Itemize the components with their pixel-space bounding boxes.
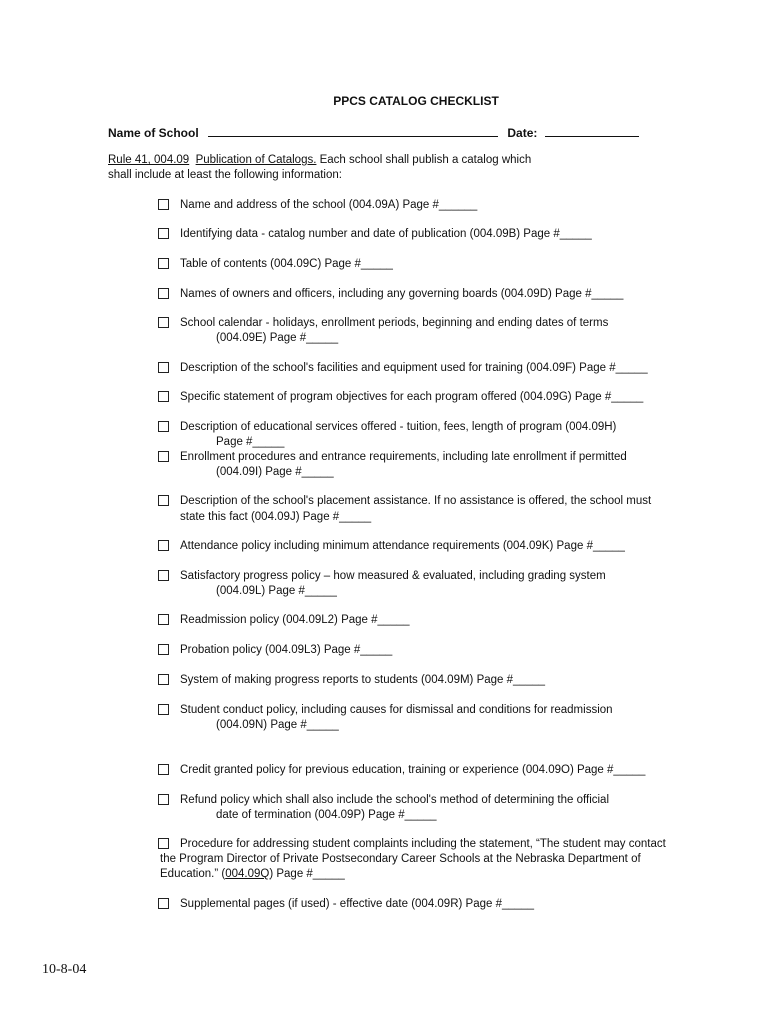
item-l2-text: Readmission policy (004.09L2) Page #_____ <box>180 614 410 626</box>
checkbox-item-q[interactable] <box>158 838 169 849</box>
item-i-text: Enrollment procedures and entrance requirements, including late enrollment if permitted <box>180 451 627 463</box>
date-label: Date: <box>507 126 538 140</box>
checkbox-item-g[interactable] <box>158 391 169 402</box>
item-f-text: Description of the school's facilities and equipment used for training (004.09F) Page #_____ <box>180 362 648 374</box>
item-p-text: Refund policy which shall also include the school's method of determining the official <box>180 794 610 806</box>
item-q-text-cont-2: Education.” (004.09Q) Page #_____ <box>160 868 345 880</box>
item-j-text: Description of the school's placement assistance. If no assistance is offered, the school must <box>180 495 652 507</box>
checkbox-item-i[interactable] <box>158 451 169 462</box>
item-d-text: Names of owners and officers, including any governing boards (004.09D) Page #_____ <box>180 288 624 300</box>
item-e-text: School calendar - holidays, enrollment periods, beginning and ending dates of terms <box>180 317 609 329</box>
item-g-text: Specific statement of program objectives for each program offered (004.09G) Page #_____ <box>180 391 644 403</box>
item-q-text-cont: the Program Director of Private Postsecondary Career Schools at the Nebraska Department of <box>160 853 641 865</box>
item-q-text: Procedure for addressing student complaints including the statement, “The student may contact <box>180 838 666 850</box>
school-info-header <box>108 125 639 141</box>
item-b-text: Identifying data - catalog number and date of publication (004.09B) Page #_____ <box>180 228 592 240</box>
rule-heading: Publication of Catalogs. <box>195 154 317 166</box>
item-h-text: Description of educational services offered - tuition, fees, length of program (004.09H) <box>180 421 617 433</box>
checkbox-item-e[interactable] <box>158 317 169 328</box>
checkbox-item-j[interactable] <box>158 495 169 506</box>
checkbox-item-f[interactable] <box>158 362 169 373</box>
checkbox-item-p[interactable] <box>158 794 169 805</box>
item-e-text-cont: (004.09E) Page #_____ <box>216 332 339 344</box>
page-title: PPCS CATALOG CHECKLIST <box>333 94 499 108</box>
item-l-text: Satisfactory progress policy – how measured & evaluated, including grading system <box>180 570 606 582</box>
item-j-text-cont: state this fact (004.09J) Page #_____ <box>180 511 372 523</box>
item-o-text: Credit granted policy for previous education, training or experience (004.09O) Page #_____ <box>180 764 646 776</box>
checkbox-item-m[interactable] <box>158 674 169 685</box>
item-m-text: System of making progress reports to students (004.09M) Page #_____ <box>180 674 546 686</box>
checkbox-item-a[interactable] <box>158 199 169 210</box>
item-l-text-cont: (004.09L) Page #_____ <box>216 585 337 597</box>
date-field[interactable] <box>545 125 639 137</box>
checkbox-item-r[interactable] <box>158 898 169 909</box>
checkbox-item-o[interactable] <box>158 764 169 775</box>
item-p-text-cont: date of termination (004.09P) Page #_____ <box>216 809 437 821</box>
checkbox-item-k[interactable] <box>158 540 169 551</box>
rule-intro <box>108 153 531 183</box>
item-i-text-cont: (004.09I) Page #_____ <box>216 466 334 478</box>
checkbox-item-c[interactable] <box>158 258 169 269</box>
rule-reference: Rule 41, 004.09 <box>108 154 190 166</box>
item-c-text: Table of contents (004.09C) Page #_____ <box>180 258 393 270</box>
item-a-text: Name and address of the school (004.09A) Page #______ <box>180 199 478 211</box>
item-n-text-cont: (004.09N) Page #_____ <box>216 719 339 731</box>
item-k-text: Attendance policy including minimum attendance requirements (004.09K) Page #_____ <box>180 540 625 552</box>
checkbox-item-l3[interactable] <box>158 644 169 655</box>
item-n-text: Student conduct policy, including causes for dismissal and conditions for readmission <box>180 704 613 716</box>
checkbox-item-l[interactable] <box>158 570 169 581</box>
name-of-school-label: Name of School <box>108 126 199 140</box>
school-name-field[interactable] <box>208 125 498 137</box>
checkbox-item-l2[interactable] <box>158 614 169 625</box>
item-h-text-cont: Page #_____ <box>216 436 285 448</box>
rule-text-1: Each school shall publish a catalog which <box>316 154 532 166</box>
checkbox-item-b[interactable] <box>158 228 169 239</box>
item-r-text: Supplemental pages (if used) - effective date (004.09R) Page #_____ <box>180 898 534 910</box>
checkbox-item-n[interactable] <box>158 704 169 715</box>
rule-text-2: shall include at least the following information: <box>108 169 342 181</box>
item-q-code: 004.09Q <box>225 868 270 880</box>
checkbox-item-d[interactable] <box>158 288 169 299</box>
item-l3-text: Probation policy (004.09L3) Page #_____ <box>180 644 393 656</box>
checkbox-item-h[interactable] <box>158 421 169 432</box>
revision-date: 10-8-04 <box>42 962 87 977</box>
